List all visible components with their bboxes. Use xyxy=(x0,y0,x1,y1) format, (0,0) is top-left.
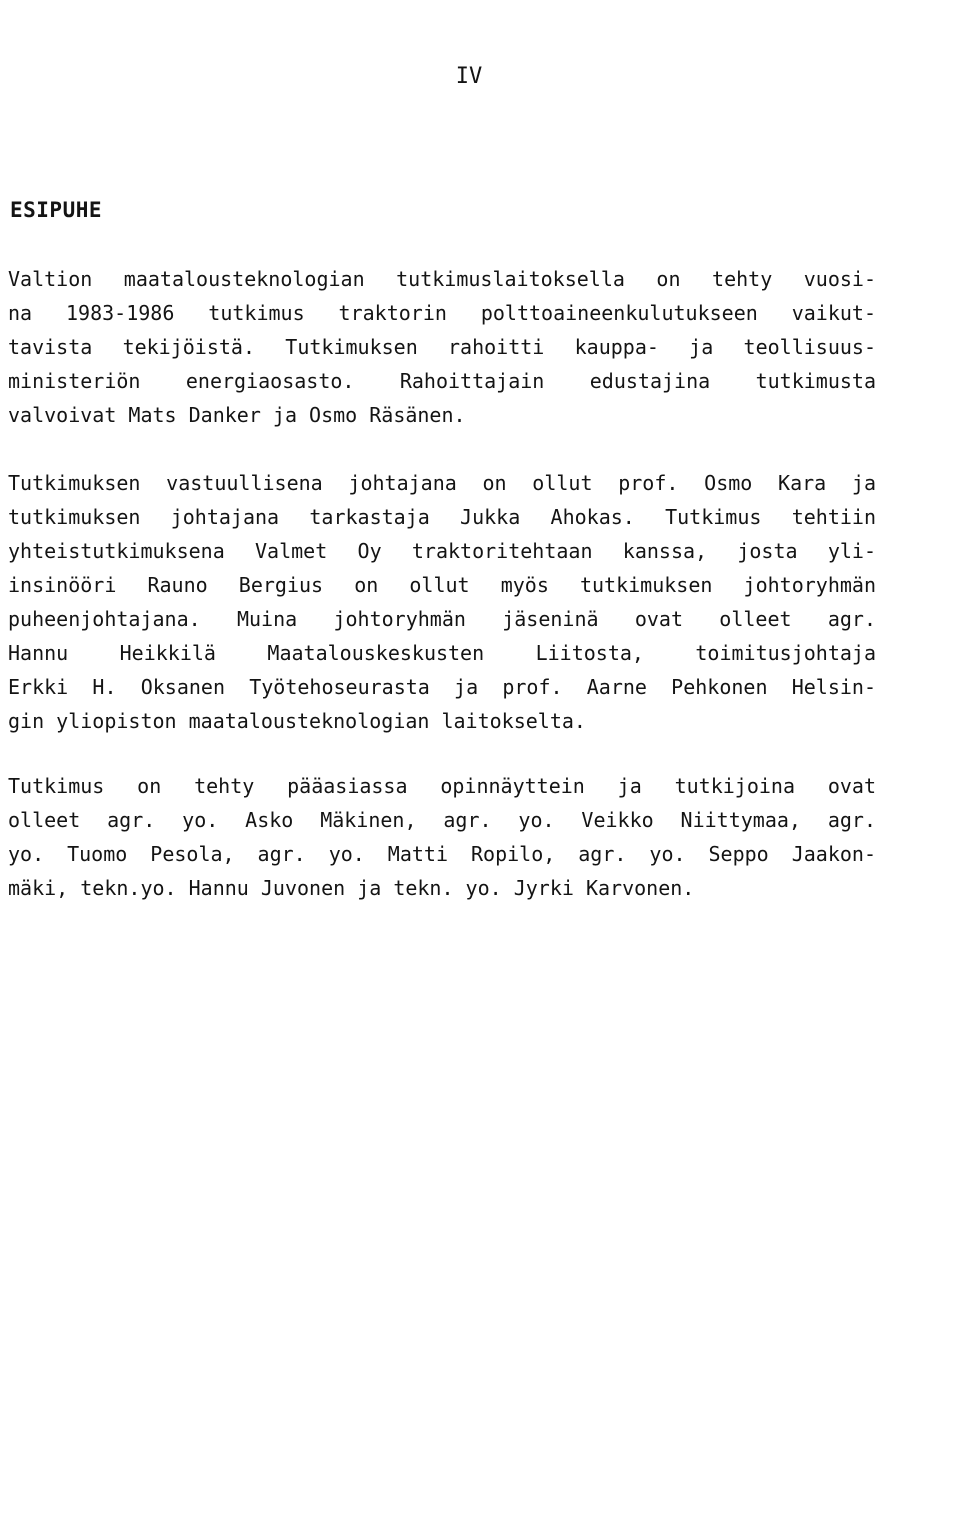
paragraph-line: gin yliopiston maatalousteknologian laitokselta. xyxy=(8,709,586,733)
paragraph-line: puheenjohtajana. Muina johtoryhmän jäseninä ovat olleet agr. xyxy=(8,607,876,631)
paragraph-line: Valtion maatalousteknologian tutkimuslaitoksella on tehty vuosi- xyxy=(8,267,876,291)
paragraph-line: yo. Tuomo Pesola, agr. yo. Matti Ropilo, agr. yo. Seppo Jaakon- xyxy=(8,842,876,866)
page-number: IV xyxy=(455,64,483,89)
paragraph-line: tutkimuksen johtajana tarkastaja Jukka Ahokas. Tutkimus tehtiin xyxy=(8,505,876,529)
paragraph-line: tavista tekijöistä. Tutkimuksen rahoitti kauppa- ja teollisuus- xyxy=(8,335,876,359)
section-heading: ESIPUHE xyxy=(10,198,103,222)
paragraph-line: mäki, tekn.yo. Hannu Juvonen ja tekn. yo. Jyrki Karvonen. xyxy=(8,876,695,900)
paragraph-line: Tutkimus on tehty pääasiassa opinnäyttein ja tutkijoina ovat xyxy=(8,774,876,798)
paragraph-line: Tutkimuksen vastuullisena johtajana on ollut prof. Osmo Kara ja xyxy=(8,471,876,495)
paragraph-researchers xyxy=(8,769,876,905)
paragraph-line: yhteistutkimuksena Valmet Oy traktoritehtaan kanssa, josta yli- xyxy=(8,539,876,563)
paragraph-line: valvoivat Mats Danker ja Osmo Räsänen. xyxy=(8,403,466,427)
paragraph-line: olleet agr. yo. Asko Mäkinen, agr. yo. Veikko Niittymaa, agr. xyxy=(8,808,876,832)
paragraph-line: insinööri Rauno Bergius on ollut myös tutkimuksen johtoryhmän xyxy=(8,573,876,597)
paragraph-leadership xyxy=(8,466,876,738)
paragraph-line: Hannu Heikkilä Maatalouskeskusten Liitosta, toimitusjohtaja xyxy=(8,641,876,665)
paragraph-line: ministeriön energiaosasto. Rahoittajain edustajina tutkimusta xyxy=(8,369,876,393)
paragraph-funding xyxy=(8,262,876,432)
paragraph-line: Erkki H. Oksanen Työtehoseurasta ja prof. Aarne Pehkonen Helsin- xyxy=(8,675,876,699)
paragraph-line: na 1983-1986 tutkimus traktorin polttoaineenkulutukseen vaikut- xyxy=(8,301,876,325)
